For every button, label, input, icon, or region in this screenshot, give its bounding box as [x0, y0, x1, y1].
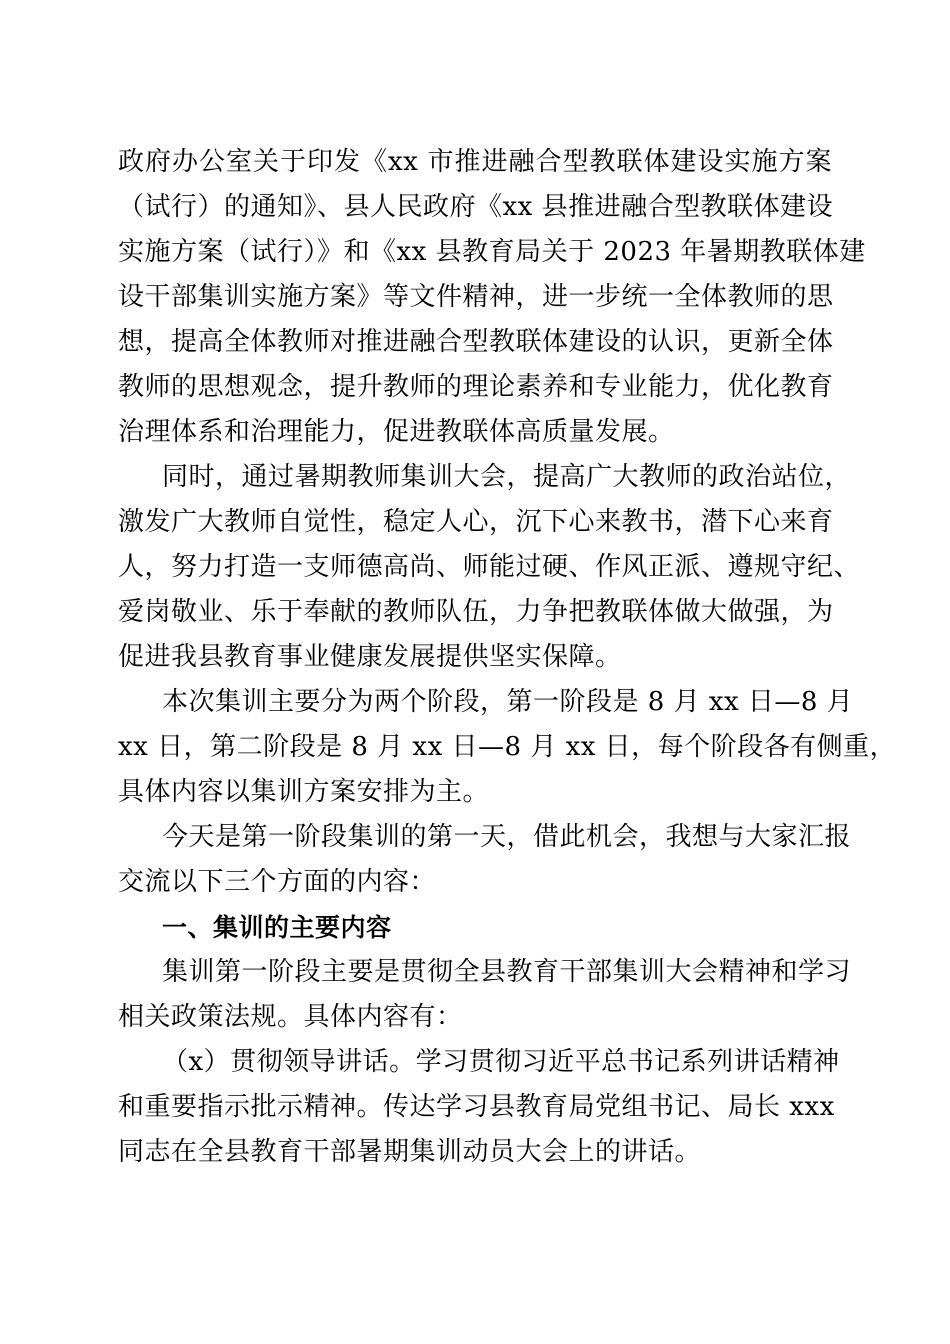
- section-heading-main-content: [118, 905, 832, 950]
- paragraph-training-stages: [118, 680, 897, 815]
- text-line: 爱岗敬业、乐于奉献的教师队伍，力争把教联体做大做强，为: [118, 597, 834, 627]
- text-line: 交流以下三个方面的内容：: [118, 867, 437, 897]
- text-line: 想，提高全体教师对推进融合型教联体建设的认识，更新全体: [118, 327, 834, 357]
- paragraph-leadership-speech: [118, 1040, 840, 1175]
- text-line: （x）贯彻领导讲话。学习贯彻习近平总书记系列讲话精神: [162, 1047, 840, 1077]
- text-line: 同志在全县教育干部暑期集训动员大会上的讲话。: [118, 1137, 702, 1167]
- text-line: xx 日，第二阶段是 8 月 xx 日—8 月 xx 日，每个阶段各有侧重，: [118, 732, 897, 762]
- text-line: （试行）的通知》、县人民政府《xx 县推进融合型教联体建设: [118, 192, 834, 222]
- paragraph-policy-documents: [118, 140, 866, 455]
- text-line: 实施方案（试行）》和《xx 县教育局关于 2023 年暑期教联体建: [118, 237, 866, 267]
- text-line: 相关政策法规。具体内容有：: [118, 1002, 463, 1032]
- text-line: 本次集训主要分为两个阶段，第一阶段是 8 月 xx 日—8 月: [162, 687, 854, 717]
- text-line: 政府办公室关于印发《xx 市推进融合型教联体建设实施方案: [118, 147, 832, 177]
- text-line: 设干部集训实施方案》等文件精神，进一步统一全体教师的思: [118, 282, 834, 312]
- document-body: [118, 140, 897, 1175]
- text-line: 教师的思想观念，提升教师的理论素养和专业能力，优化教育: [118, 372, 834, 402]
- heading-text: 一、集训的主要内容: [162, 913, 392, 942]
- text-line: 和重要指示批示精神。传达学习县教育局党组书记、局长 xxx: [118, 1092, 835, 1122]
- text-line: 人，努力打造一支师德高尚、师能过硬、作风正派、遵规守纪、: [118, 552, 861, 582]
- text-line: 今天是第一阶段集训的第一天，借此机会，我想与大家汇报: [162, 822, 852, 852]
- paragraph-teacher-team: [118, 455, 861, 680]
- paragraph-today-intro: [118, 815, 852, 905]
- text-line: 治理体系和治理能力，促进教联体高质量发展。: [118, 417, 675, 447]
- text-line: 促进我县教育事业健康发展提供坚实保障。: [118, 642, 622, 672]
- text-line: 激发广大教师自觉性，稳定人心，沉下心来教书，潜下心来育: [118, 507, 834, 537]
- text-line: 同时，通过暑期教师集训大会，提高广大教师的政治站位，: [162, 462, 852, 492]
- text-line: 集训第一阶段主要是贯彻全县教育干部集训大会精神和学习: [162, 957, 852, 987]
- paragraph-stage-one-summary: [118, 950, 852, 1040]
- text-line: 具体内容以集训方案安排为主。: [118, 777, 490, 807]
